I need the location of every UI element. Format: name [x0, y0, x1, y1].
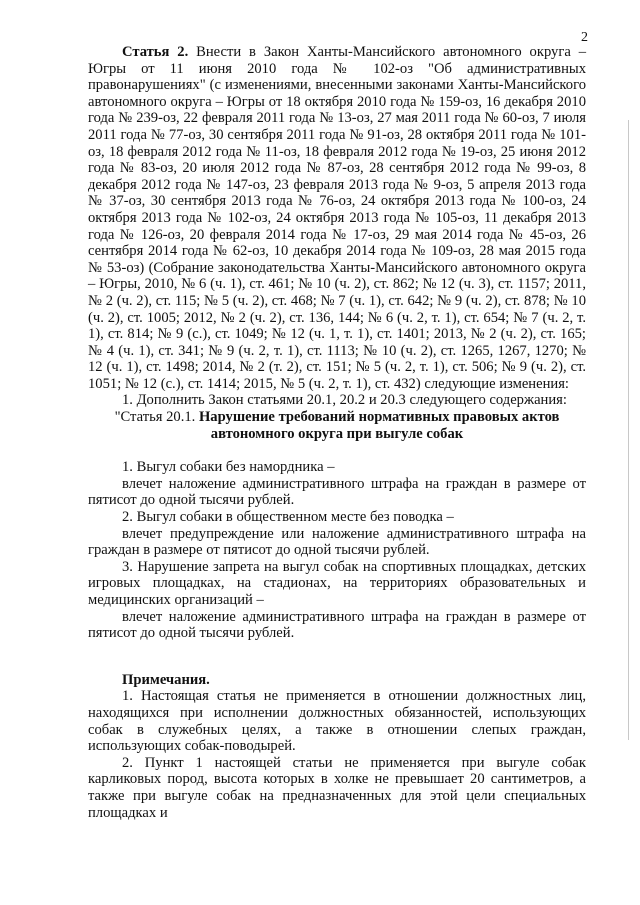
spacer [88, 442, 586, 459]
article-2-body: Внести в Закон Ханты-Мансийского автономного округа – Югры от 11 июня 2010 года № 102-оз "Об административных правонарушениях" (с изменениями, внесенными законами Ханты-Мансийского автономного округа – Югры от 18 октября 2010 года № 159-оз, 16 декабря 2010 года № 239-оз, 22 февраля 2011 года № 13-оз, 27 мая 2011 года № 60-оз, 7 июля 2011 года № 77-оз, 30 сентября 2011 года № 91-оз, 28 октября 2011 года № 101-оз, 18 февраля 2012 года № 11-оз, 18 февраля 2012 года № 19-оз, 25 июня 2012 года № 83-оз, 20 июля 2012 года № 87-оз, 28 сентября 2012 года № 99-оз, 8 декабря 2012 года № 147-оз, 23 февраля 2013 года № 9-оз, 5 апреля 2013 года № 37-оз, 30 сентября 2013 года № 76-оз, 24 октября 2013 года № 100-оз, 24 октября 2013 года № 102-оз, 24 октября 2013 года № 105-оз, 11 декабря 2013 года № 126-оз, 20 февраля 2014 года № 17-оз, 29 мая 2014 года № 45-оз, 26 сентября 2014 года № 62-оз, 10 декабря 2014 года № 109-оз, 28 мая 2015 года № 53-оз) (Собрание законодательства Ханты-Мансийского автономного округа – Югры, 2010, № 6 (ч. 1), ст. 461; № 10 (ч. 2), ст. 862; № 12 (ч. 3), ст. 1157; 2011, № 2 (ч. 2), ст. 115; № 5 (ч. 2), ст. 468; № 7 (ч. 1), ст. 642; № 9 (ч. 2), ст. 878; № 10 (ч. 2), ст. 1005; 2012, № 2 (ч. 2), ст. 136, 144; № 6 (ч. 2, т. 1), ст. 654; № 7 (ч. 2, т. 1), ст. 814; № 9 (с.), ст. 1049; № 12 (ч. 1, т. 1), ст. 1401; 2013, № 2 (ч. 2), ст. 165; № 4 (ч. 1), ст. 341; № 9 (ч. 2, т. 1), ст. 1113; № 10 (ч. 2), ст. 1265, 1267, 1270; № 12 (ч. 1), ст. 1498; 2014, № 2 (т. 2), ст. 151; № 5 (ч. 2, т. 1), ст. 506; № 9 (ч. 2), ст. 1051; № 12 (с.), ст. 1414; 2015, № 5 (ч. 2, т. 1), ст. 432) следующие изменения: [88, 44, 586, 392]
scan-edge-mark [628, 120, 629, 740]
clause-1: 1. Выгул собаки без намордника – [122, 459, 335, 476]
article-20-1-prefix: "Статья 20.1. [114, 409, 199, 426]
page-number: 2 [581, 30, 588, 45]
document-body [88, 44, 586, 821]
clause-3: 3. Нарушение запрета на выгул собак на спортивных площадках, детских игровых площадках, на стадионах, на территориях образовательных и медицинских организаций – [88, 558, 586, 608]
clause-3-penalty: влечет наложение административного штрафа на граждан в размере от пятисот до одной тысячи рублей. [88, 608, 586, 642]
clause-2: 2. Выгул собаки в общественном месте без поводка – [122, 509, 454, 526]
clause-2-penalty: влечет предупреждение или наложение административного штрафа на граждан в размере от пятисот до одной тысячи рублей. [88, 525, 586, 559]
article-2-label: Статья 2. [122, 44, 189, 60]
article-2-paragraph [88, 44, 586, 392]
article-20-1-title-line1: Нарушение требований нормативных правовых актов [198, 409, 560, 426]
article-20-1-title-line2: автономного округа при выгуле собак [210, 425, 464, 442]
clause-1-penalty: влечет наложение административного штрафа на граждан в размере от пятисот до одной тысячи рублей. [88, 475, 586, 509]
spacer [88, 642, 586, 672]
note-1: 1. Настоящая статья не применяется в отношении должностных лиц, находящихся при исполнении должностных обязанностей, использующих собак в служебных целях, а также в отношении слепых граждан, использующих собак-поводырей. [88, 688, 586, 755]
note-2: 2. Пункт 1 настоящей статьи не применяется при выгуле собак карликовых пород, высота которых в холке не превышает 20 сантиметров, а также при выгуле собак на предназначенных для этой цели специальных площадках и [88, 754, 586, 821]
item-1: 1. Дополнить Закон статьями 20.1, 20.2 и 20.3 следующего содержания: [122, 392, 567, 409]
notes-heading: Примечания. [122, 671, 210, 688]
article-20-1-heading [88, 409, 586, 442]
